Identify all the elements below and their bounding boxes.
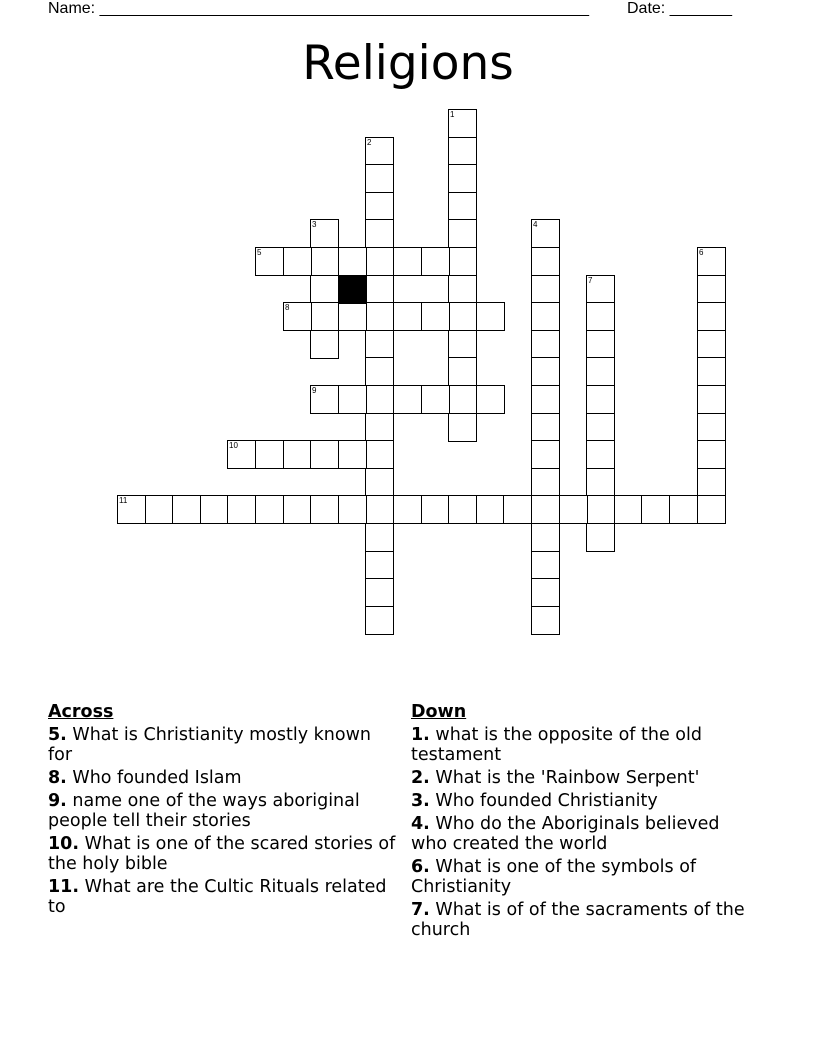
black-cell bbox=[338, 275, 367, 304]
clue-text: What is the 'Rainbow Serpent' bbox=[429, 768, 700, 788]
grid-cell[interactable] bbox=[448, 495, 477, 524]
grid-cell[interactable] bbox=[365, 275, 394, 304]
grid-cell[interactable] bbox=[697, 330, 726, 359]
grid-cell[interactable] bbox=[310, 440, 339, 469]
grid-cell[interactable] bbox=[586, 302, 615, 331]
clue-text: What is of of the sacraments of the church bbox=[411, 900, 745, 940]
grid-cell[interactable] bbox=[586, 413, 615, 442]
grid-cell[interactable] bbox=[310, 385, 339, 414]
grid-cell[interactable] bbox=[697, 302, 726, 331]
grid-cell[interactable] bbox=[531, 468, 560, 497]
clue-text: Who founded Islam bbox=[66, 768, 242, 788]
grid-cell[interactable] bbox=[227, 440, 256, 469]
clue-text: what is the opposite of the old testament bbox=[411, 725, 702, 765]
clue-number: 5. bbox=[48, 725, 67, 745]
down-heading: Down bbox=[411, 702, 467, 722]
grid-cell[interactable] bbox=[365, 357, 394, 386]
grid-cell[interactable] bbox=[365, 247, 394, 276]
grid-cell[interactable] bbox=[476, 495, 505, 524]
grid-cell[interactable] bbox=[421, 385, 450, 414]
across-clue bbox=[48, 768, 398, 788]
grid-cell[interactable] bbox=[365, 385, 394, 414]
grid-cell[interactable] bbox=[365, 192, 394, 221]
grid-cell[interactable] bbox=[531, 495, 560, 524]
date-field[interactable]: Date: _______ bbox=[627, 0, 732, 17]
grid-cell[interactable] bbox=[531, 330, 560, 359]
clue-number: 3. bbox=[411, 791, 430, 811]
grid-cell[interactable] bbox=[531, 385, 560, 414]
grid-cell[interactable] bbox=[365, 164, 394, 193]
grid-cell[interactable] bbox=[697, 468, 726, 497]
clue-text: What is one of the symbols of Christianity bbox=[411, 857, 697, 897]
grid-cell[interactable] bbox=[365, 413, 394, 442]
grid-cell[interactable] bbox=[531, 578, 560, 607]
down-clue bbox=[411, 791, 751, 811]
grid-cell[interactable] bbox=[283, 302, 312, 331]
grid-cell[interactable] bbox=[365, 330, 394, 359]
grid-cell[interactable] bbox=[421, 302, 450, 331]
grid-cell[interactable] bbox=[365, 495, 394, 524]
down-clues bbox=[411, 702, 751, 943]
across-clues bbox=[48, 702, 398, 920]
page-title: Religions bbox=[302, 36, 514, 91]
grid-cell[interactable] bbox=[503, 495, 532, 524]
grid-cell[interactable] bbox=[255, 495, 284, 524]
name-field[interactable]: Name: _______________________________________________________ bbox=[48, 0, 589, 17]
grid-cell[interactable] bbox=[310, 302, 339, 331]
down-clue bbox=[411, 900, 751, 940]
grid-cell[interactable] bbox=[697, 385, 726, 414]
grid-cell[interactable] bbox=[200, 495, 229, 524]
grid-cell[interactable] bbox=[255, 247, 284, 276]
grid-cell[interactable] bbox=[697, 247, 726, 276]
grid-cell[interactable] bbox=[310, 219, 339, 248]
grid-cell[interactable] bbox=[338, 302, 367, 331]
grid-cell[interactable] bbox=[421, 247, 450, 276]
grid-cell[interactable] bbox=[641, 495, 670, 524]
grid-cell[interactable] bbox=[338, 440, 367, 469]
cell-number: 6 bbox=[699, 248, 704, 257]
clue-number: 9. bbox=[48, 791, 67, 811]
grid-cell[interactable] bbox=[586, 523, 615, 552]
clue-number: 7. bbox=[411, 900, 430, 920]
grid-cell[interactable] bbox=[448, 247, 477, 276]
clue-text: Who founded Christianity bbox=[429, 791, 658, 811]
grid-cell[interactable] bbox=[338, 385, 367, 414]
clue-number: 11. bbox=[48, 877, 80, 897]
grid-cell[interactable] bbox=[255, 440, 284, 469]
down-clue bbox=[411, 814, 751, 854]
grid-cell[interactable] bbox=[365, 468, 394, 497]
across-clue bbox=[48, 791, 398, 831]
grid-cell[interactable] bbox=[586, 275, 615, 304]
grid-cell[interactable] bbox=[393, 302, 422, 331]
grid-cell[interactable] bbox=[283, 247, 312, 276]
grid-cell[interactable] bbox=[172, 495, 201, 524]
clue-text: name one of the ways aboriginal people tell their stories bbox=[48, 791, 360, 831]
grid-cell[interactable] bbox=[448, 192, 477, 221]
cell-number: 11 bbox=[119, 496, 128, 505]
cell-number: 2 bbox=[367, 138, 372, 147]
grid-cell[interactable] bbox=[365, 606, 394, 635]
grid-cell[interactable] bbox=[365, 578, 394, 607]
grid-cell[interactable] bbox=[310, 247, 339, 276]
down-clue bbox=[411, 768, 751, 788]
grid-cell[interactable] bbox=[365, 302, 394, 331]
cell-number: 1 bbox=[450, 110, 455, 119]
clue-number: 4. bbox=[411, 814, 430, 834]
grid-cell[interactable] bbox=[586, 495, 615, 524]
grid-cell[interactable] bbox=[338, 495, 367, 524]
cell-number: 8 bbox=[285, 303, 290, 312]
grid-cell[interactable] bbox=[531, 440, 560, 469]
grid-cell[interactable] bbox=[697, 275, 726, 304]
clue-text: What is one of the scared stories of the holy bible bbox=[48, 834, 396, 874]
grid-cell[interactable] bbox=[310, 495, 339, 524]
grid-cell[interactable] bbox=[448, 413, 477, 442]
clue-number: 2. bbox=[411, 768, 430, 788]
grid-cell[interactable] bbox=[227, 495, 256, 524]
grid-cell[interactable] bbox=[476, 385, 505, 414]
grid-cell[interactable] bbox=[586, 357, 615, 386]
grid-cell[interactable] bbox=[365, 137, 394, 166]
clue-text: What are the Cultic Rituals related to bbox=[48, 877, 387, 917]
grid-cell[interactable] bbox=[531, 357, 560, 386]
across-heading: Across bbox=[48, 702, 114, 722]
grid-cell[interactable] bbox=[283, 440, 312, 469]
grid-cell[interactable] bbox=[421, 495, 450, 524]
grid-cell[interactable] bbox=[365, 523, 394, 552]
grid-cell[interactable] bbox=[531, 551, 560, 580]
grid-cell[interactable] bbox=[448, 330, 477, 359]
grid-cell[interactable] bbox=[365, 440, 394, 469]
grid-cell[interactable] bbox=[448, 219, 477, 248]
grid-cell[interactable] bbox=[448, 357, 477, 386]
across-clue bbox=[48, 877, 398, 917]
across-clue bbox=[48, 834, 398, 874]
grid-cell[interactable] bbox=[365, 551, 394, 580]
grid-cell[interactable] bbox=[531, 275, 560, 304]
grid-cell[interactable] bbox=[531, 606, 560, 635]
cell-number: 4 bbox=[533, 220, 538, 229]
grid-cell[interactable] bbox=[697, 495, 726, 524]
grid-cell[interactable] bbox=[531, 219, 560, 248]
cell-number: 9 bbox=[312, 386, 317, 395]
clue-text: Who do the Aboriginals believed who created the world bbox=[411, 814, 720, 854]
grid-cell[interactable] bbox=[448, 164, 477, 193]
grid-cell[interactable] bbox=[531, 247, 560, 276]
clue-number: 10. bbox=[48, 834, 80, 854]
grid-cell[interactable] bbox=[586, 330, 615, 359]
grid-cell[interactable] bbox=[393, 385, 422, 414]
grid-cell[interactable] bbox=[669, 495, 698, 524]
grid-cell[interactable] bbox=[448, 302, 477, 331]
grid-cell[interactable] bbox=[145, 495, 174, 524]
grid-cell[interactable] bbox=[338, 247, 367, 276]
grid-cell[interactable] bbox=[448, 137, 477, 166]
clue-number: 8. bbox=[48, 768, 67, 788]
grid-cell[interactable] bbox=[586, 440, 615, 469]
grid-cell[interactable] bbox=[283, 495, 312, 524]
cell-number: 10 bbox=[229, 441, 238, 450]
grid-cell[interactable] bbox=[586, 385, 615, 414]
grid-cell[interactable] bbox=[614, 495, 643, 524]
cell-number: 5 bbox=[257, 248, 262, 257]
grid-cell[interactable] bbox=[531, 413, 560, 442]
clue-text: What is Christianity mostly known for bbox=[48, 725, 371, 765]
grid-cell[interactable] bbox=[559, 495, 588, 524]
grid-cell[interactable] bbox=[697, 357, 726, 386]
down-clue bbox=[411, 725, 751, 765]
grid-cell[interactable] bbox=[448, 385, 477, 414]
clue-number: 1. bbox=[411, 725, 430, 745]
grid-cell[interactable] bbox=[531, 302, 560, 331]
cell-number: 7 bbox=[588, 276, 593, 285]
grid-cell[interactable] bbox=[310, 275, 339, 304]
grid-cell[interactable] bbox=[117, 495, 146, 524]
clue-number: 6. bbox=[411, 857, 430, 877]
cell-number: 3 bbox=[312, 220, 317, 229]
grid-cell[interactable] bbox=[586, 468, 615, 497]
grid-cell[interactable] bbox=[310, 330, 339, 359]
grid-cell[interactable] bbox=[476, 302, 505, 331]
grid-cell[interactable] bbox=[393, 247, 422, 276]
grid-cell[interactable] bbox=[448, 275, 477, 304]
grid-cell[interactable] bbox=[393, 495, 422, 524]
grid-cell[interactable] bbox=[697, 440, 726, 469]
grid-cell[interactable] bbox=[448, 109, 477, 138]
grid-cell[interactable] bbox=[365, 219, 394, 248]
grid-cell[interactable] bbox=[697, 413, 726, 442]
grid-cell[interactable] bbox=[531, 523, 560, 552]
across-clue bbox=[48, 725, 398, 765]
down-clue bbox=[411, 857, 751, 897]
